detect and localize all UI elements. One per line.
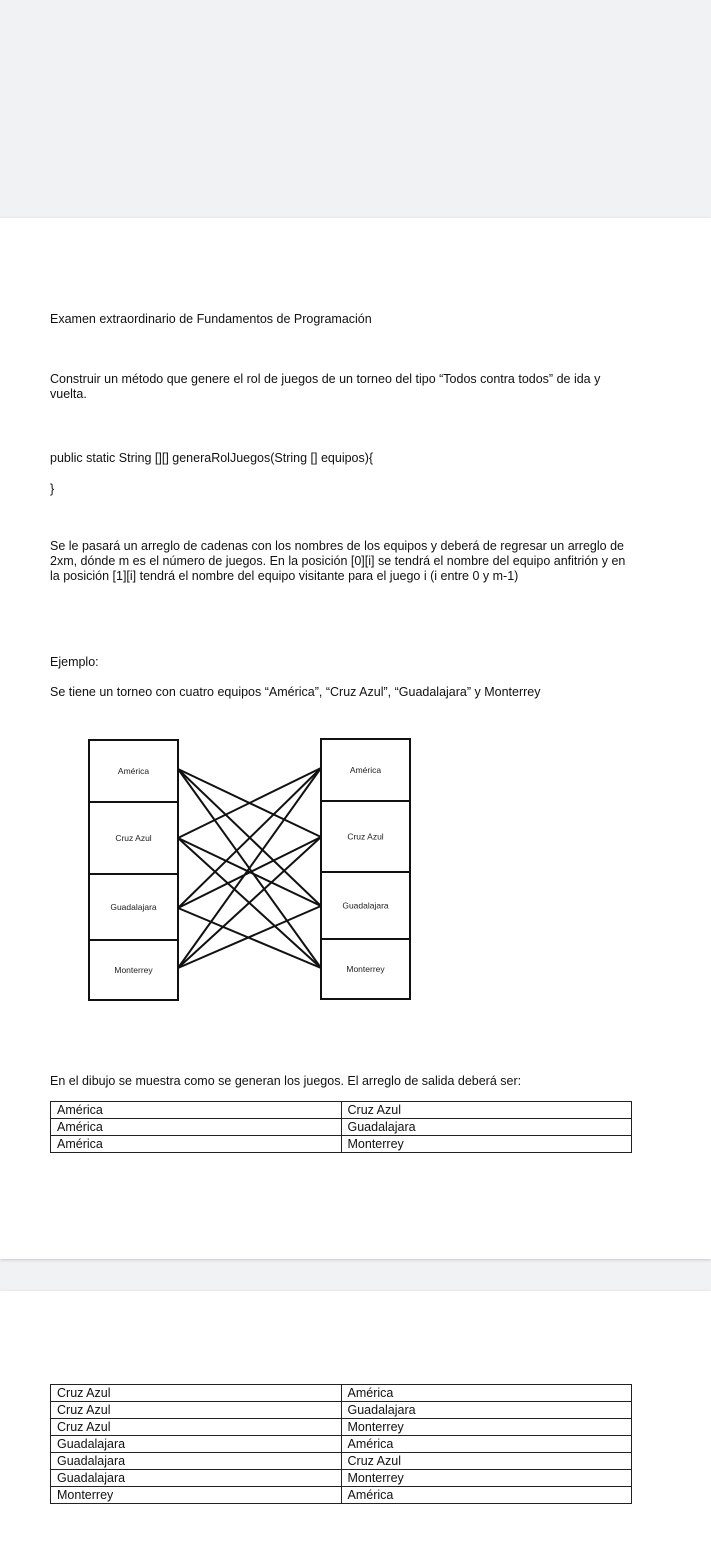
visitor-team-cell: Guadalajara <box>341 1119 632 1136</box>
right-team-label: Monterrey <box>346 964 385 974</box>
visitor-team-cell: Guadalajara <box>341 1402 632 1419</box>
code-close-brace: } <box>50 482 55 496</box>
host-team-cell: América <box>51 1102 342 1119</box>
host-team-cell: América <box>51 1119 342 1136</box>
table-row <box>51 1402 632 1419</box>
visitor-team-cell: Cruz Azul <box>341 1102 632 1119</box>
host-team-cell: Guadalajara <box>51 1436 342 1453</box>
exam-title: Examen extraordinario de Fundamentos de Programación <box>50 312 372 326</box>
table-row <box>51 1436 632 1453</box>
visitor-team-cell: América <box>341 1487 632 1504</box>
visitor-team-cell: Monterrey <box>341 1136 632 1153</box>
match-diagram <box>87 738 417 1004</box>
visitor-team-cell: Monterrey <box>341 1470 632 1487</box>
table-row <box>51 1419 632 1436</box>
table-row <box>51 1102 632 1119</box>
host-team-cell: Cruz Azul <box>51 1385 342 1402</box>
right-team-label: Cruz Azul <box>347 831 384 842</box>
output-intro: En el dibujo se muestra como se generan los juegos. El arreglo de salida deberá ser: <box>50 1074 522 1088</box>
instruction-paragraph: Construir un método que genere el rol de juegos de un torneo del tipo “Todos contra todos” de ida y vuelta. <box>50 372 601 401</box>
left-team-label: Monterrey <box>114 965 153 975</box>
table-row <box>51 1453 632 1470</box>
document-page-1 <box>0 218 711 1259</box>
right-team-label: Guadalajara <box>342 900 389 911</box>
visitor-team-cell: Monterrey <box>341 1419 632 1436</box>
host-team-cell: Guadalajara <box>51 1470 342 1487</box>
visitor-team-cell: América <box>341 1436 632 1453</box>
right-team-label: América <box>349 765 382 775</box>
left-team-label: América <box>117 766 150 776</box>
left-team-label: Guadalajara <box>110 902 157 912</box>
host-team-cell: América <box>51 1136 342 1153</box>
host-team-cell: Cruz Azul <box>51 1402 342 1419</box>
document-page-2 <box>0 1291 711 1551</box>
code-signature: public static String [][] generaRolJuegos(String [] equipos){ <box>50 451 374 465</box>
table-row <box>51 1470 632 1487</box>
table-row <box>51 1487 632 1504</box>
left-team-label: Cruz Azul <box>115 833 152 843</box>
table-row <box>51 1136 632 1153</box>
visitor-team-cell: Cruz Azul <box>341 1453 632 1470</box>
example-text: Se tiene un torneo con cuatro equipos “América”, “Cruz Azul”, “Guadalajara” y Monterrey <box>50 685 541 699</box>
output-table-page-2 <box>50 1384 632 1504</box>
host-team-cell: Guadalajara <box>51 1453 342 1470</box>
visitor-team-cell: América <box>341 1385 632 1402</box>
host-team-cell: Monterrey <box>51 1487 342 1504</box>
table-row <box>51 1119 632 1136</box>
example-heading: Ejemplo: <box>50 655 99 669</box>
table-row <box>51 1385 632 1402</box>
output-table-page-1 <box>50 1101 632 1153</box>
host-team-cell: Cruz Azul <box>51 1419 342 1436</box>
description-paragraph: Se le pasará un arreglo de cadenas con los nombres de los equipos y deberá de regresar un arreglo de 2xm, dónde m es el número de juegos. En la posición [0][i] se tendrá el nombre del equipo anfitrión y en la posición [1][i] tendrá el nombre del equipo visitante para el juego i (i entre 0 y m-1) <box>50 539 626 583</box>
